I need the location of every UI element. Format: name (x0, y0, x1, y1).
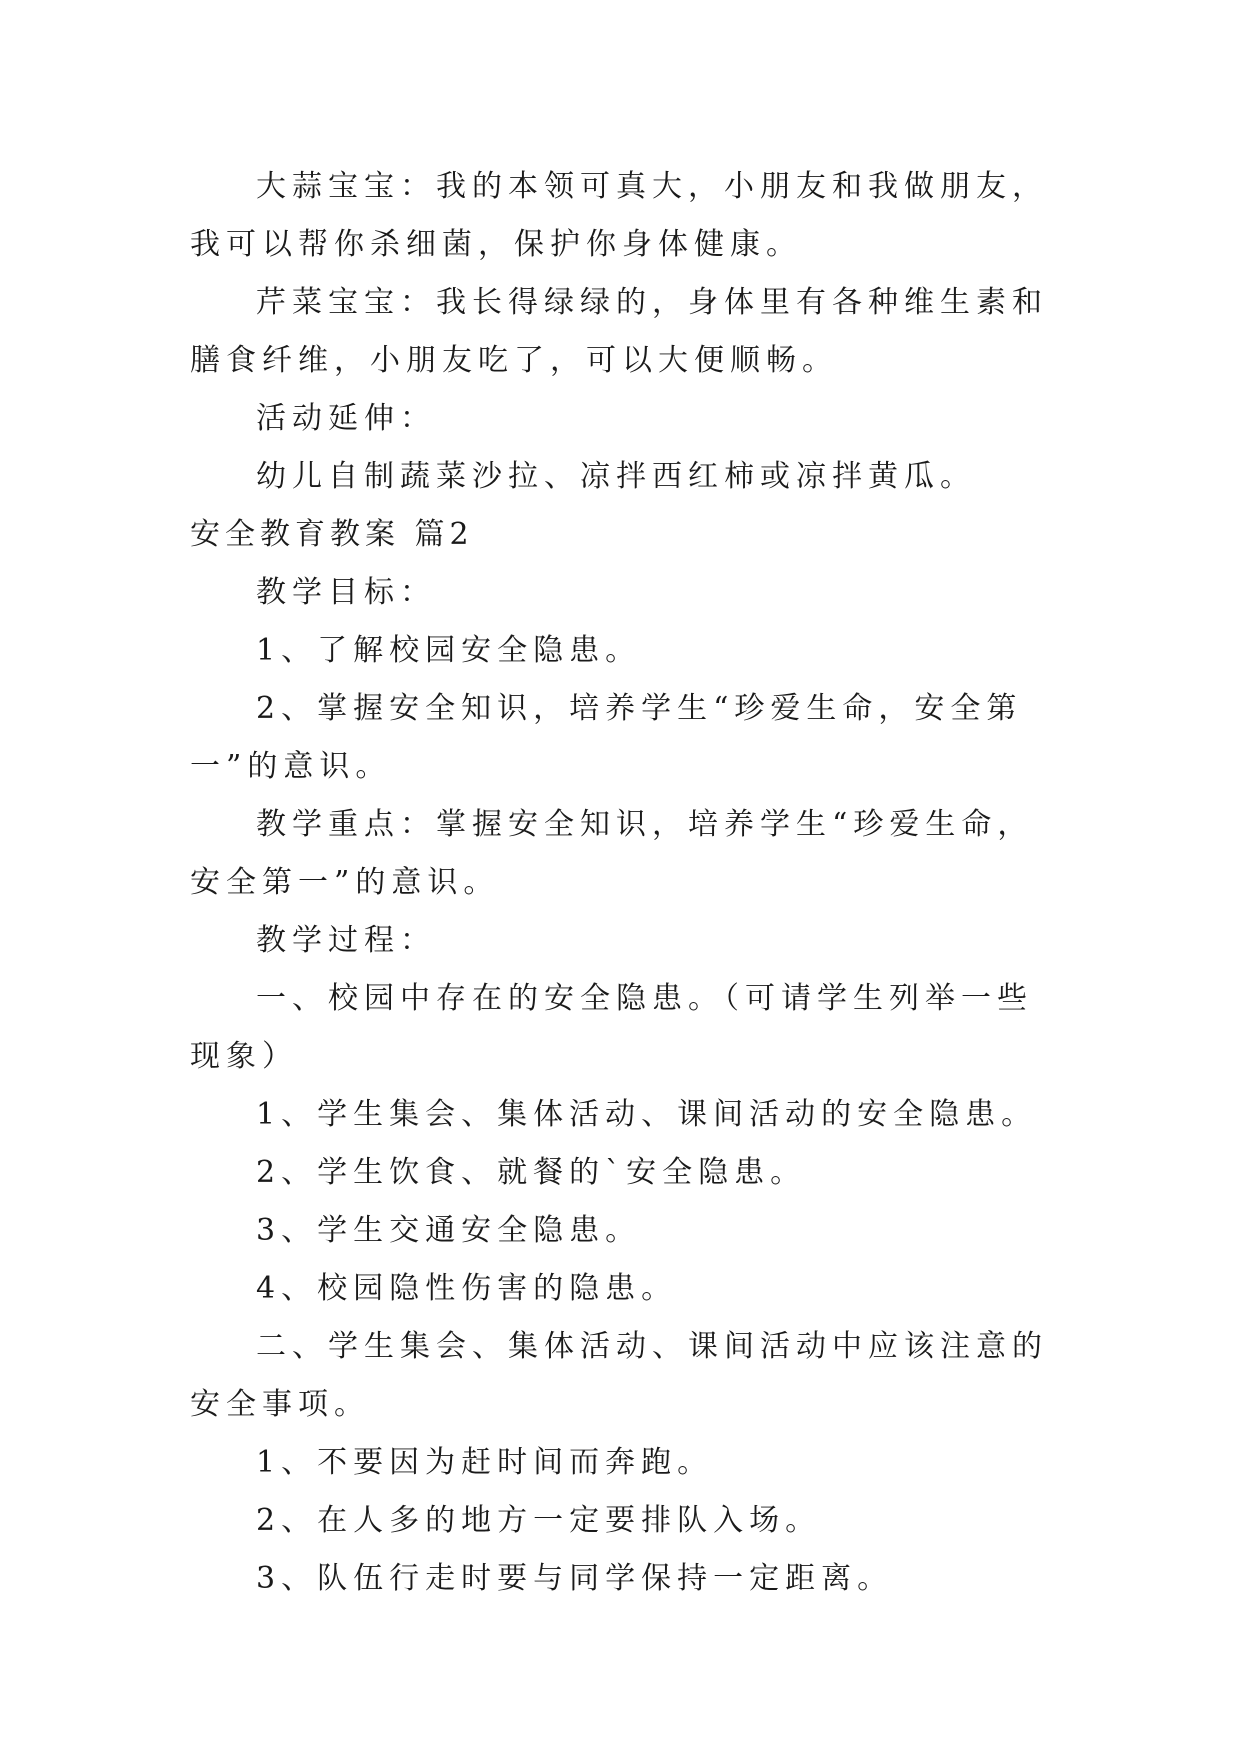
paragraph-activity-extension: 幼儿自制蔬菜沙拉、凉拌西红柿或凉拌黄瓜。 (256, 459, 976, 494)
section-heading: 安全教育教案 篇2 (190, 517, 474, 552)
paragraph-garlic: 大蒜宝宝：我的本领可真大，小朋友和我做朋友，我可以帮你杀细菌，保护你身体健康。 (190, 169, 1048, 262)
paragraph-rule-3: 3、队伍行走时要与同学保持一定距离。 (256, 1561, 894, 1596)
paragraph-process-section-2: 二、学生集会、集体活动、课间活动中应该注意的安全事项。 (190, 1329, 1048, 1422)
paragraph-goal-2: 2、掌握安全知识，培养学生“珍爱生命，安全第一”的意识。 (190, 691, 1023, 784)
paragraph-teaching-process-label: 教学过程： (256, 923, 436, 958)
paragraph-goal-1: 1、了解校园安全隐患。 (256, 633, 642, 668)
paragraph-teaching-focus: 教学重点：掌握安全知识，培养学生“珍爱生命，安全第一”的意识。 (190, 807, 1034, 900)
paragraph-rule-2: 2、在人多的地方一定要排队入场。 (256, 1503, 822, 1538)
paragraph-process-section-1: 一、校园中存在的安全隐患。（可请学生列举一些现象） (190, 981, 1033, 1074)
paragraph-hazard-4: 4、校园隐性伤害的隐患。 (256, 1271, 678, 1306)
paragraph-celery: 芹菜宝宝：我长得绿绿的，身体里有各种维生素和膳食纤维，小朋友吃了，可以大便顺畅。 (190, 285, 1048, 378)
paragraph-teaching-goals-label: 教学目标： (256, 575, 436, 610)
paragraph-hazard-1: 1、学生集会、集体活动、课间活动的安全隐患。 (256, 1097, 1038, 1132)
paragraph-rule-1: 1、不要因为赶时间而奔跑。 (256, 1445, 714, 1480)
paragraph-hazard-3: 3、学生交通安全隐患。 (256, 1213, 642, 1248)
paragraph-hazard-2: 2、学生饮食、就餐的`安全隐患。 (256, 1155, 807, 1190)
document-page (190, 158, 1050, 1608)
paragraph-activity-extension-label: 活动延伸： (256, 401, 436, 436)
